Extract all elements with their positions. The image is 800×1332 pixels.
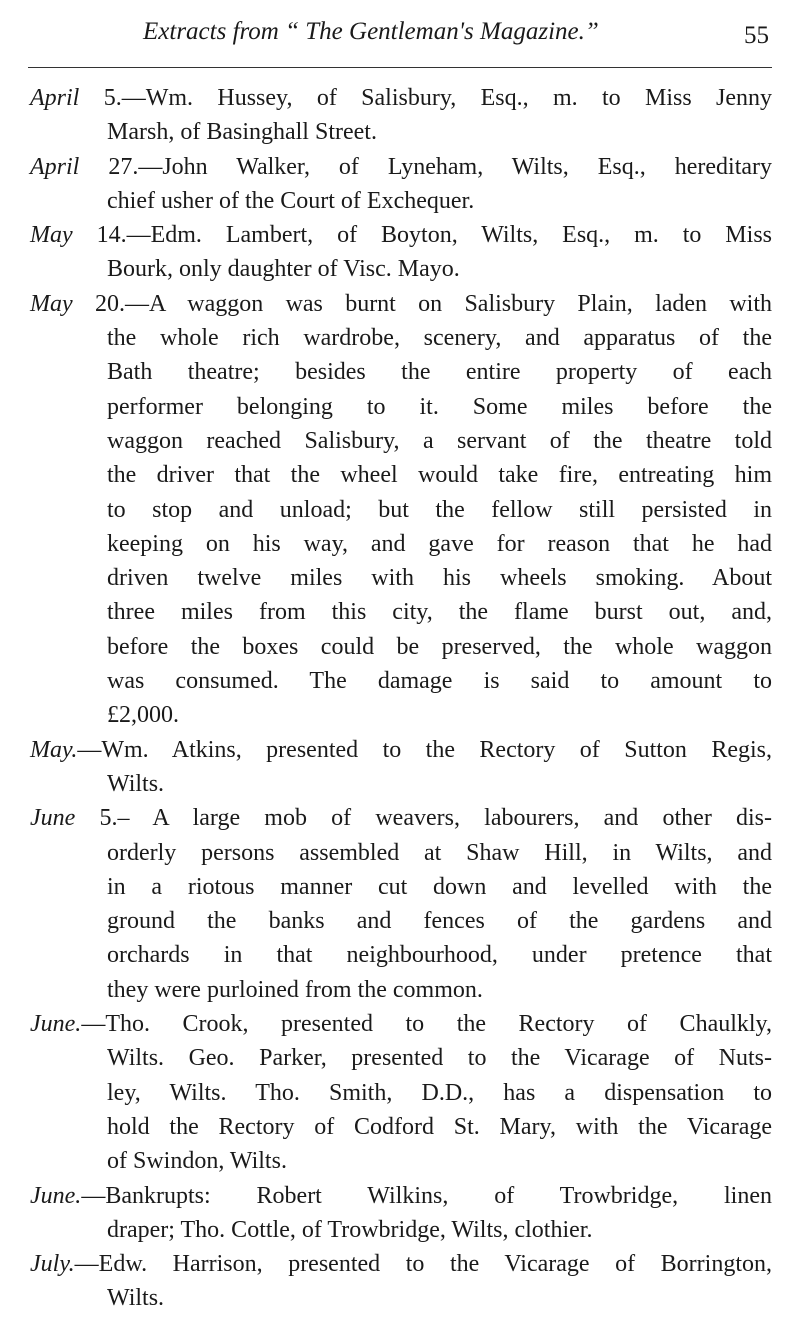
entry-date: June.: [30, 1011, 82, 1038]
entry-line: [30, 1281, 772, 1315]
entry-text: —Wm. Atkins, presented to the Rectory of Sutton Regis,: [77, 736, 772, 763]
entry-text: keeping on his way, and gave for reason that he had: [107, 530, 772, 557]
entry-text: chief usher of the Court of Exchequer.: [107, 187, 475, 214]
entry-line: [30, 1110, 772, 1144]
entry-text: performer belonging to it. Some miles before the: [107, 393, 772, 420]
entry-line: [30, 870, 772, 904]
entry-line: [30, 973, 772, 1007]
entry-text: 5.– A large mob of weavers, labourers, and other dis-: [99, 805, 773, 832]
entry-line: [30, 184, 772, 218]
entry-line: [30, 252, 772, 286]
entry-line: [30, 561, 772, 595]
entry-text: £2,000.: [107, 702, 179, 729]
entry-line: [30, 218, 772, 252]
entry-line: [30, 1144, 772, 1178]
entry-line: [30, 836, 772, 870]
entry-line: [30, 1213, 772, 1247]
entry-text: orderly persons assembled at Shaw Hill, in Wilts, and: [107, 839, 772, 866]
entry-text: the driver that the wheel would take fire, entreating him: [107, 462, 772, 489]
entry-line: [30, 733, 772, 767]
entry-date: June.: [30, 1182, 82, 1209]
entry-line: [30, 664, 772, 698]
entry-line: [30, 630, 772, 664]
entry-date: July.: [30, 1251, 75, 1278]
entry-text: —Tho. Crook, presented to the Rectory of Chaulkly,: [81, 1011, 772, 1038]
page-header: [0, 14, 800, 58]
entry-date: June: [30, 805, 76, 832]
entry-date: May.: [30, 736, 78, 763]
entry-text: was consumed. The damage is said to amount to: [107, 668, 772, 695]
entry-text: ley, Wilts. Tho. Smith, D.D., has a dispensation to: [107, 1079, 772, 1106]
entry-line: [30, 1076, 772, 1110]
entry-text: 5.—Wm. Hussey, of Salisbury, Esq., m. to Miss Jenny: [103, 85, 773, 111]
entry-text: the whole rich wardrobe, scenery, and apparatus of the: [107, 325, 772, 352]
entry-line: [30, 150, 772, 184]
entry-text: 27.—John Walker, of Lyneham, Wilts, Esq., hereditary: [108, 153, 773, 180]
entry-line: [30, 527, 772, 561]
entry-line: [30, 1041, 772, 1075]
entry-text: waggon reached Salisbury, a servant of the theatre told: [107, 427, 772, 454]
entry-text: of Swindon, Wilts.: [107, 1148, 287, 1175]
entry: [30, 733, 772, 802]
entry-text: Bourk, only daughter of Visc. Mayo.: [107, 256, 460, 283]
entry-text: orchards in that neighbourhood, under pretence that: [107, 942, 772, 969]
entry-line: [30, 698, 772, 732]
entry-date: May: [30, 290, 73, 317]
entry-text: to stop and unload; but the fellow still persisted in: [107, 496, 772, 523]
entry-line: [30, 81, 772, 115]
entry: [30, 150, 772, 219]
entry: [30, 287, 772, 733]
page-number: 55: [744, 22, 769, 49]
entry-line: [30, 493, 772, 527]
entry-date: April: [30, 85, 80, 111]
entry-line: [30, 390, 772, 424]
entry-line: [30, 801, 772, 835]
entry-text: before the boxes could be preserved, the whole waggon: [107, 633, 772, 660]
entry-text: hold the Rectory of Codford St. Mary, with the Vicarage: [107, 1113, 772, 1140]
entry: [30, 1247, 772, 1316]
entry-line: [30, 938, 772, 972]
entry-line: [30, 595, 772, 629]
entry-text: —Bankrupts: Robert Wilkins, of Trowbridge, linen: [81, 1182, 772, 1209]
entry: [30, 218, 772, 287]
entry-date: May: [30, 222, 73, 249]
entry-text: Bath theatre; besides the entire property of each: [107, 359, 772, 386]
entry-text: 14.—Edm. Lambert, of Boyton, Wilts, Esq., m. to Miss: [96, 222, 772, 249]
entry-text: Marsh, of Basinghall Street.: [107, 119, 377, 146]
entry-line: [30, 1007, 772, 1041]
entry-text: Wilts.: [107, 1285, 165, 1312]
entry-line: [30, 458, 772, 492]
page-body: [30, 81, 772, 1316]
entry: [30, 1179, 772, 1248]
entry-text: Wilts.: [107, 770, 165, 797]
entry-text: ground the banks and fences of the gardens and: [107, 908, 772, 935]
entry-line: [30, 424, 772, 458]
entry-line: [30, 767, 772, 801]
entry-line: [30, 287, 772, 321]
running-title: Extracts from “ The Gentleman's Magazine.”: [143, 18, 599, 45]
entry-line: [30, 321, 772, 355]
entry-text: three miles from this city, the flame burst out, and,: [107, 599, 772, 626]
entry-line: [30, 115, 772, 149]
entry: [30, 801, 772, 1007]
header-rule: [28, 67, 772, 68]
entry-text: —Edw. Harrison, presented to the Vicarage of Borrington,: [74, 1251, 772, 1278]
entry-text: in a riotous manner cut down and levelled with the: [107, 873, 772, 900]
entry-text: Wilts. Geo. Parker, presented to the Vicarage of Nuts-: [107, 1045, 772, 1072]
entry-text: draper; Tho. Cottle, of Trowbridge, Wilts, clothier.: [107, 1216, 593, 1243]
entry-line: [30, 904, 772, 938]
entry: [30, 1007, 772, 1178]
entry: [30, 81, 772, 150]
entry-line: [30, 1247, 772, 1281]
entry-text: driven twelve miles with his wheels smoking. About: [107, 565, 772, 592]
entry-line: [30, 355, 772, 389]
entry-text: they were purloined from the common.: [107, 976, 483, 1003]
entry-text: 20.—A waggon was burnt on Salisbury Plain, laden with: [94, 290, 773, 317]
entry-line: [30, 1179, 772, 1213]
entry-date: April: [30, 153, 80, 180]
